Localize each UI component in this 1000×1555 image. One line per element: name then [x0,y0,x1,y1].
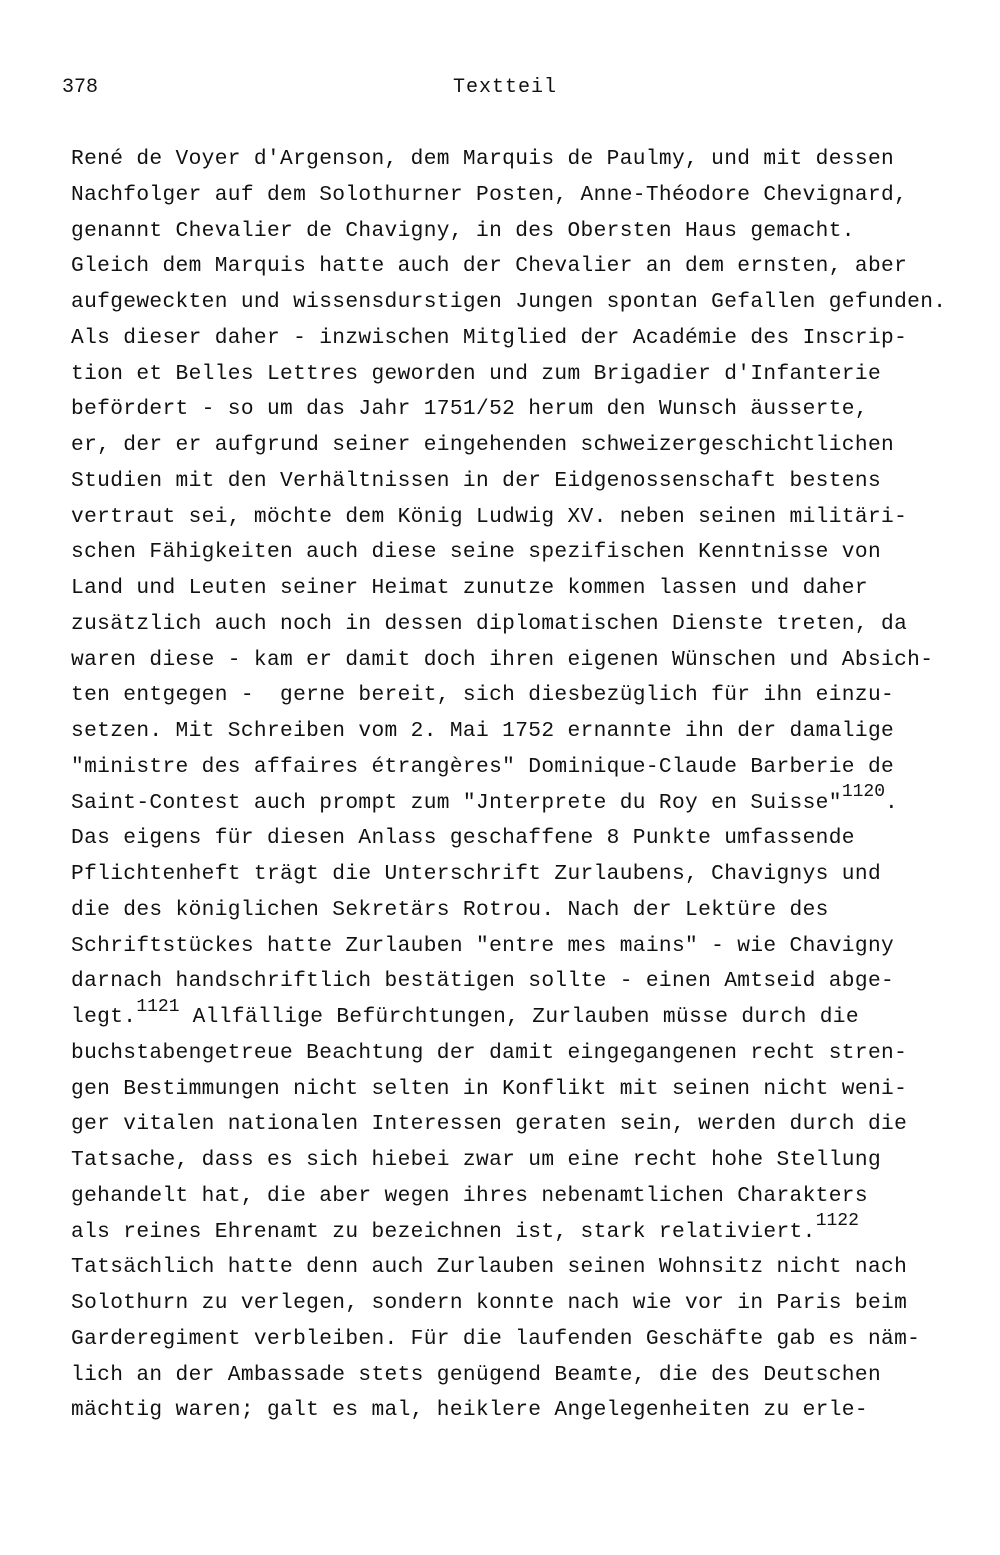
text-line: die des königlichen Sekretärs Rotrou. Nach der Lektüre des [71,897,829,922]
text-line: aufgeweckten und wissensdurstigen Jungen spontan Gefallen gefunden. [71,290,947,314]
text-line: Das eigens für diesen Anlass geschaffene 8 Punkte umfassende [71,826,855,851]
text-line: Solothurn zu verlegen, sondern konnte nach wie vor in Paris beim [71,1291,908,1315]
text-line: schen Fähigkeiten auch diese seine spezifischen Kenntnisse von [71,540,882,565]
text-line-content: legt. [71,1005,137,1029]
text-line: darnach handschriftlich bestätigen sollte - einen Amtseid abge- [71,969,895,994]
text-line-continuation: Allfällige Befürchtungen, Zurlauben müsse durch die [179,1005,859,1029]
text-line: tion et Belles Lettres geworden und zum Brigadier d'Infanterie [71,361,882,386]
text-line: befördert - so um das Jahr 1751/52 herum den Wunsch äusserte, [71,397,868,422]
text-line-continuation: . [885,790,899,815]
text-line: Pflichtenheft trägt die Unterschrift Zurlaubens, Chavignys und [71,862,882,886]
text-line-content: Saint-Contest auch prompt zum "Jnterprete du Roy en Suisse" [71,790,842,815]
text-line: setzen. Mit Schreiben vom 2. Mai 1752 ernannte ihn der damalige [71,719,895,743]
text-line-content: als reines Ehrenamt zu bezeichnen ist, stark relativiert. [71,1219,816,1244]
text-line: "ministre des affaires étrangères" Dominique-Claude Barberie de [71,754,895,779]
footnote-marker: 1122 [815,1211,859,1232]
text-line: Studien mit den Verhältnissen in der Eidgenossenschaft bestens [71,468,882,493]
text-line: er, der er aufgrund seiner eingehenden schweizergeschichtlichen [71,433,895,457]
text-line: René de Voyer d'Argenson, dem Marquis de Paulmy, und mit dessen [71,147,895,171]
body-text [71,142,971,1429]
footnote-marker: 1120 [841,782,886,803]
text-line: Garderegiment verbleiben. Für die laufenden Geschäfte gab es näm- [71,1326,921,1351]
text-line: Gleich dem Marquis hatte auch der Chevalier an dem ernsten, aber [71,254,908,279]
text-line: mächtig waren; galt es mal, heiklere Angelegenheiten zu erle- [71,1398,868,1423]
text-line: ger vitalen nationalen Interessen geraten sein, werden durch die [71,1112,908,1137]
text-line: Tatsache, dass es sich hiebei zwar um eine recht hohe Stellung [71,1148,882,1172]
text-line [71,782,971,822]
text-line [71,996,971,1036]
text-line: Als dieser daher - inzwischen Mitglied der Académie des Inscrip- [71,325,908,350]
text-line: zusätzlich auch noch in dessen diplomatischen Dienste treten, da [71,611,908,636]
text-line: Nachfolger auf dem Solothurner Posten, Anne-Théodore Chevignard, [71,182,908,207]
text-line: gehandelt hat, die aber wegen ihres nebenamtlichen Charakters [71,1183,868,1208]
footnote-marker: 1121 [136,996,180,1017]
text-line: genannt Chevalier de Chavigny, in des Obersten Haus gemacht. [71,218,855,243]
page-header [62,74,942,102]
text-line: Tatsächlich hatte denn auch Zurlauben seinen Wohnsitz nicht nach [71,1255,908,1280]
text-line: ten entgegen - gerne bereit, sich diesbezüglich für ihn einzu- [71,683,895,708]
text-line [71,1211,971,1251]
text-line: Land und Leuten seiner Heimat zunutze kommen lassen und daher [71,576,868,600]
running-title: Textteil [453,76,558,99]
page-number: 378 [62,76,99,99]
text-line: buchstabengetreue Beachtung der damit eingegangenen recht stren- [71,1040,908,1065]
text-line: waren diese - kam er damit doch ihren eigenen Wünschen und Absich- [71,647,934,672]
text-line: vertraut sei, möchte dem König Ludwig XV. neben seinen militäri- [71,504,908,529]
text-line: Schriftstückes hatte Zurlauben "entre mes mains" - wie Chavigny [71,933,895,958]
text-line: lich an der Ambassade stets genügend Beamte, die des Deutschen [71,1362,882,1387]
text-line: gen Bestimmungen nicht selten in Konflikt mit seinen nicht weni- [71,1076,908,1101]
